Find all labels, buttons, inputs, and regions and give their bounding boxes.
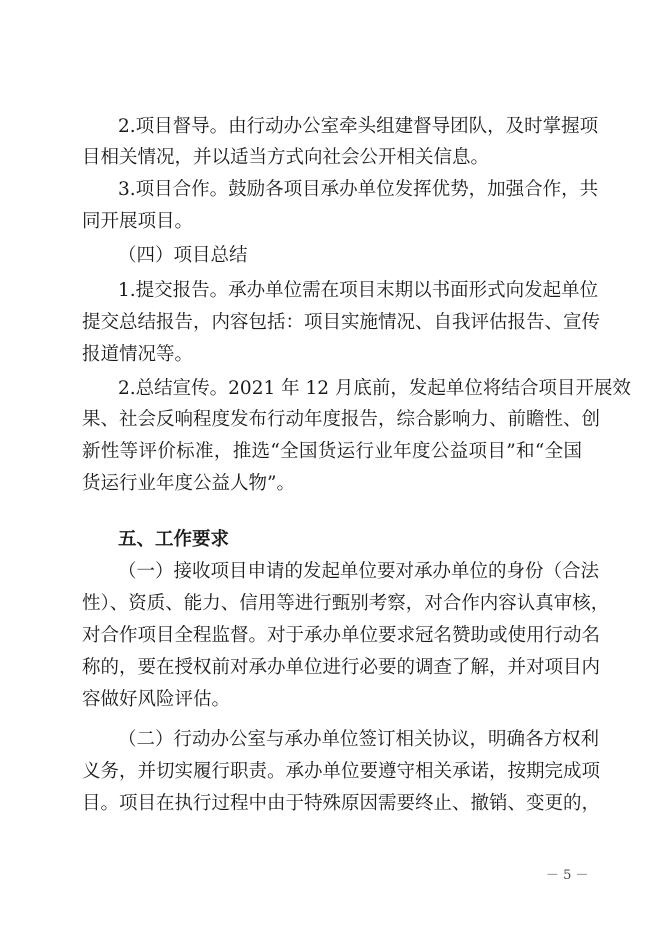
paragraph-line: 2.项目督导。由行动办公室牵头组建督导团队，及时掌握项 — [118, 116, 599, 137]
page-number: － 5 － — [546, 868, 589, 883]
paragraph-line: 同开展项目。 — [82, 211, 194, 232]
paragraph-line: 提交总结报告，内容包括：项目实施情况、自我评估报告、宣传 — [82, 312, 601, 333]
paragraph-line: 3.项目合作。鼓励各项目承办单位发挥优势，加强合作，共 — [118, 179, 599, 200]
section-heading: 五、工作要求 — [118, 529, 230, 550]
paragraph-line: 货运行业年度公益人物”。 — [82, 473, 295, 494]
paragraph-line: 性）、资质、能力、信用等进行甄别考察，对合作内容认真审核， — [82, 593, 610, 614]
paragraph-line: （二）行动办公室与承办单位签订相关协议，明确各方权利 — [118, 729, 600, 750]
paragraph-line: 义务，并切实履行职责。承办单位要遵守相关承诺，按期完成项 — [82, 761, 601, 782]
paragraph-line: 对合作项目全程监督。对于承办单位要求冠名赞助或使用行动名 — [82, 625, 601, 646]
section-subheading: （四）项目总结 — [118, 245, 248, 266]
paragraph-line: 称的，要在授权前对承办单位进行必要的调查了解，并对项目内 — [82, 657, 601, 678]
paragraph-line: 新性等评价标准，推选“全国货运行业年度公益项目”和“全国 — [82, 441, 582, 462]
paragraph-line: 2.总结宣传。2021 年 12 月底前，发起单位将结合项目开展效 — [118, 378, 631, 399]
paragraph-line: 1.提交报告。承办单位需在项目末期以书面形式向发起单位 — [118, 280, 599, 301]
paragraph-line: 果、社会反响程度发布行动年度报告，综合影响力、前瞻性、创 — [82, 409, 601, 430]
paragraph-line: （一）接收项目申请的发起单位要对承办单位的身份（合法 — [118, 561, 600, 582]
paragraph-line: 目相关情况，并以适当方式向社会公开相关信息。 — [82, 147, 490, 168]
paragraph-line: 报道情况等。 — [82, 344, 194, 365]
paragraph-line: 容做好风险评估。 — [82, 689, 231, 710]
paragraph-line: 目。项目在执行过程中由于特殊原因需要终止、撤销、变更的， — [82, 793, 601, 814]
